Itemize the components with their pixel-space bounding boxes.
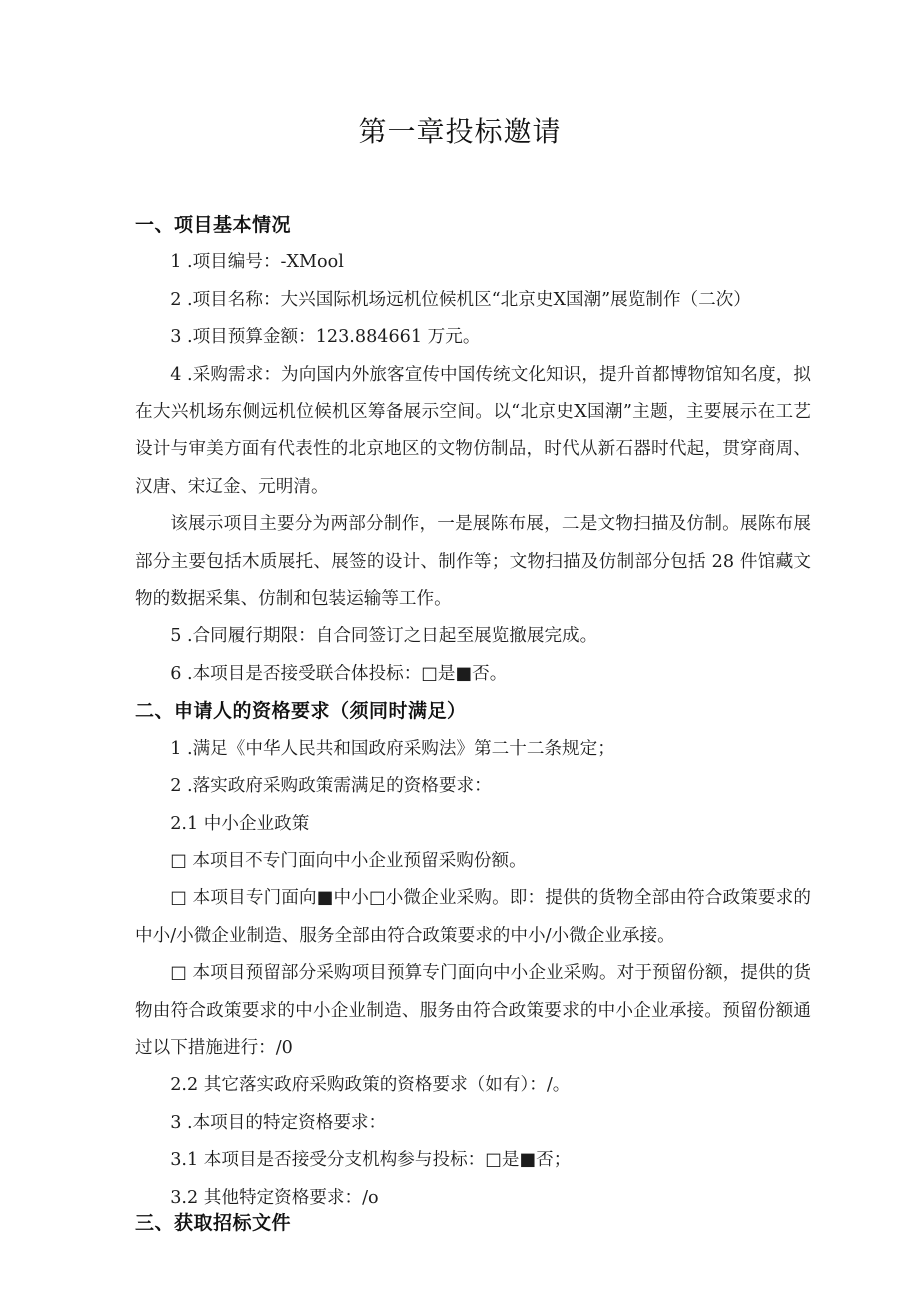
item-contract-period: 5 .合同履行期限：自合同签订之日起至展览撤展完成。	[170, 626, 598, 647]
section-heading-2: 二、申请人的资格要求（须同时满足）	[135, 700, 467, 723]
item-consortium-bidding: 6 .本项目是否接受联合体投标：□是■否。	[170, 663, 508, 684]
checkbox-option-no-reservation: □ 本项目不专门面向中小企业预留采购份额。	[170, 850, 527, 871]
item-other-policy-requirements: 2.2 其它落实政府采购政策的资格要求（如有）：/。	[170, 1075, 571, 1096]
section-heading-1: 一、项目基本情况	[135, 214, 292, 236]
item-sme-policy-heading: 2.1 中小企业政策	[170, 813, 310, 834]
checkbox-option-partial-reservation: □ 本项目预留部分采购项目预算专门面向中小企业采购。对于预留份额，提供的货物由符合政策要求的中小企业制造、服务由符合政策要求的中小企业承接。预留份额通过以下措施进行：/0	[135, 963, 811, 1058]
item-qualification-law: 1 .满足《中华人民共和国政府采购法》第二十二条规定；	[170, 738, 615, 759]
item-other-specific-requirements: 3.2 其他特定资格要求：/o	[170, 1187, 379, 1208]
document-body	[135, 207, 811, 1242]
paragraph-project-description: 该展示项目主要分为两部分制作，一是展陈布展，二是文物扫描及仿制。展陈布展部分主要包括木质展托、展签的设计、制作等；文物扫描及仿制部分包括 28 件馆藏文物的数据采集、仿制和包装运输等工作。	[135, 514, 811, 610]
chapter-title: 第一章投标邀请	[358, 115, 562, 148]
section-heading-3: 三、获取招标文件	[135, 1211, 292, 1234]
item-specific-qualification: 3 .本项目的特定资格要求：	[170, 1112, 387, 1133]
paragraph-procurement-requirements: 4 .采购需求：为向国内外旅客宣传中国传统文化知识，提升首都博物馆知名度，拟在大兴机场东侧远机位候机区筹备展示空间。以“北京史X国潮”主题，主要展示在工艺设计与审美方面有代表性的北京地区的文物仿制品，时代从新石器时代起，贯穿商周、汉唐、宋辽金、元明清。	[135, 364, 811, 497]
item-project-budget: 3 .项目预算金额：123.884661 万元。	[170, 327, 481, 348]
item-project-name: 2 .项目名称：大兴国际机场远机位候机区“北京史X国潮”展览制作（二次）	[170, 289, 751, 310]
item-branch-participation: 3.1 本项目是否接受分支机构参与投标：□是■否；	[170, 1150, 572, 1171]
item-policy-requirements: 2 .落实政府采购政策需满足的资格要求：	[170, 776, 492, 797]
item-project-number: 1 .项目编号：-XMool	[170, 252, 344, 273]
checkbox-option-sme-only: □ 本项目专门面向■中小□小微企业采购。即：提供的货物全部由符合政策要求的中小/小微企业制造、服务全部由符合政策要求的中小/小微企业承接。	[135, 888, 811, 946]
